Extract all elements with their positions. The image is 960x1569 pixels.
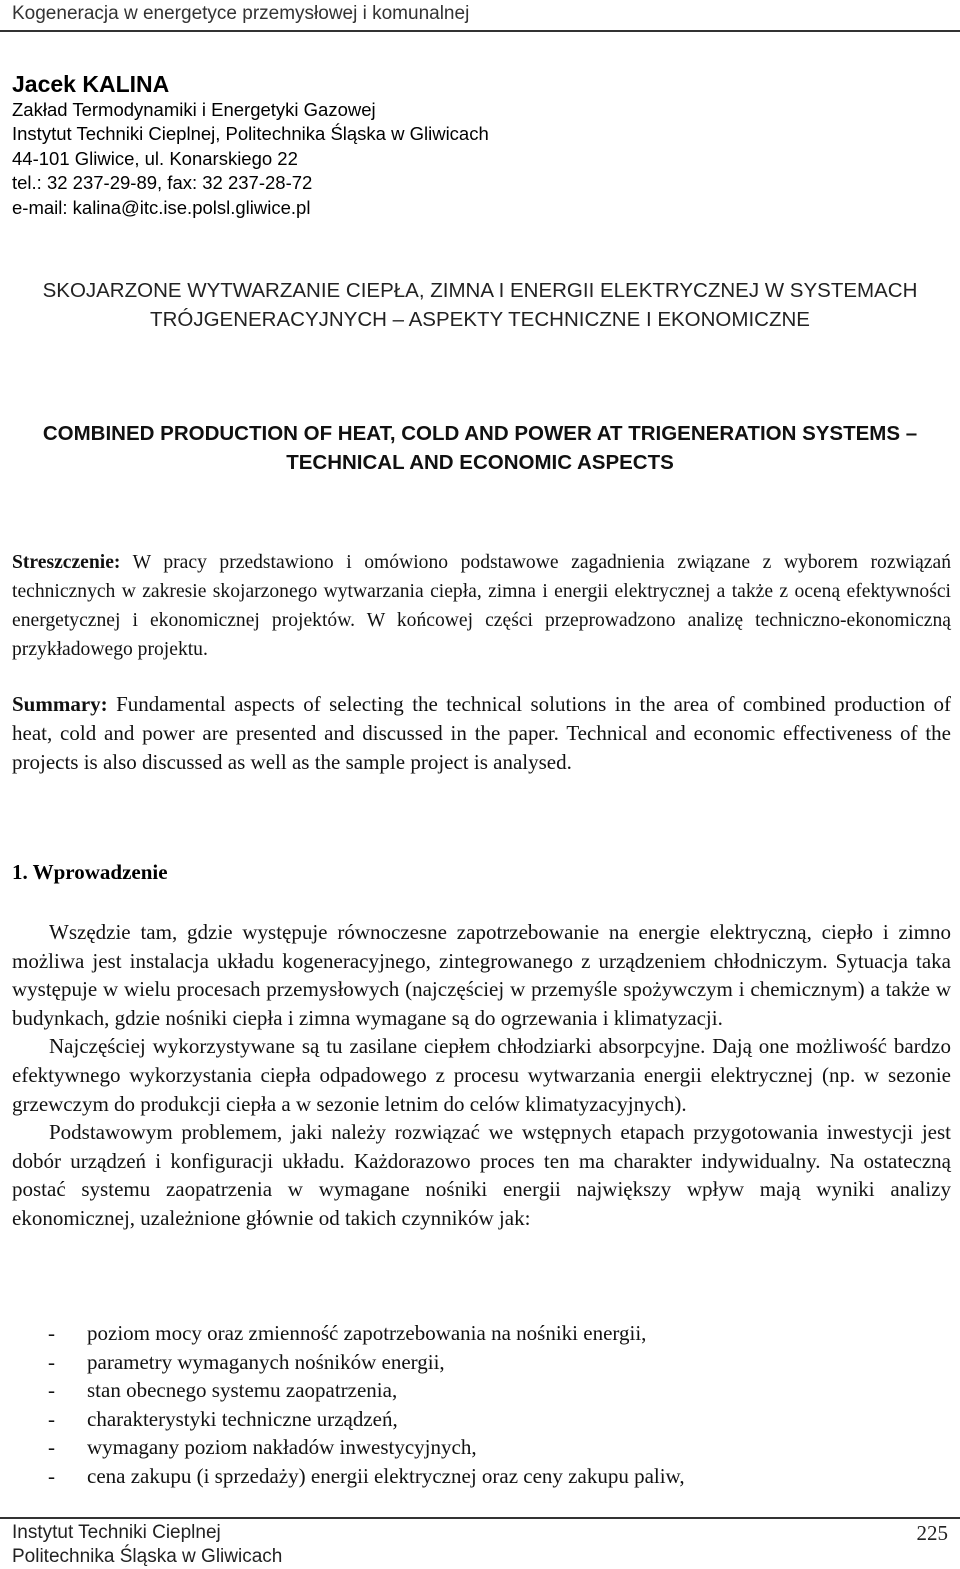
list-item [12,1348,951,1377]
abstract-english [12,690,951,777]
running-header [0,0,960,30]
footer-institute: Instytut Techniki Cieplnej [12,1522,221,1543]
author-block [12,71,489,220]
list-item [12,1376,951,1405]
author-phone: tel.: 32 237-29-89, fax: 32 237-28-72 [12,172,313,194]
footer-divider [0,1517,960,1519]
list-item-text: charakterystyki techniczne urządzeń, [87,1406,398,1431]
abstract-polish [12,548,951,664]
author-email: e-mail: kalina@itc.ise.polsl.gliwice.pl [12,196,311,218]
list-item-text: wymagany poziom nakładów inwestycyjnych, [87,1435,477,1460]
paragraph: Podstawowym problemem, jaki należy rozwiązać we wstępnych etapach przygotowania inwestycji jest dobór urządzeń i konfiguracji układu. Każdorazowo proces ten ma charakter indywidualny. Na ostateczną postać systemu zaopatrzenia w wymagane nośniki energii największy wpływ mają wyniki analizy ekonomicznej, uzależnione głównie od takich czynników jak: [12,1120,951,1230]
section-heading: 1. Wprowadzenie [12,860,168,884]
abstract-polish-label: Streszczenie: [12,552,121,573]
paper-title-polish: SKOJARZONE WYTWARZANIE CIEPŁA, ZIMNA I ENERGII ELEKTRYCZNEJ W SYSTEMACH TRÓJGENERACYJNYCH – ASPEKTY TECHNICZNE I EKONOMICZNE [42,279,918,331]
paragraph: Najczęściej wykorzystywane są tu zasilane ciepłem chłodziarki absorpcyjne. Dają one możliwość bardzo efektywnego wykorzystania ciepła odpadowego z procesu wytwarzania energii elektrycznej (np. w sezonie grzewczym do produkcji ciepła a w sezonie letnim do celów klimatyzacyjnych). [12,1034,951,1116]
factor-list [12,1319,951,1491]
list-item [12,1405,951,1434]
bullet-dash: - [48,1378,55,1403]
bullet-dash: - [48,1406,55,1431]
bullet-dash: - [48,1435,55,1460]
author-institute: Instytut Techniki Cieplnej, Politechnika Śląska w Gliwicach [12,123,489,145]
list-item [12,1319,951,1348]
paper-title-english: COMBINED PRODUCTION OF HEAT, COLD AND POWER AT TRIGENERATION SYSTEMS – TECHNICAL AND ECONOMIC ASPECTS [42,422,918,474]
author-department: Zakład Termodynamiki i Energetyki Gazowej [12,99,376,120]
abstract-english-text: Fundamental aspects of selecting the technical solutions in the area of combined production of heat, cold and power are presented and discussed in the paper. Technical and economic effectiveness of the projects is also discussed as well as the sample project is analysed. [12,692,951,774]
header-divider [0,30,960,32]
author-name: Jacek KALINA [12,71,170,97]
list-item-text: poziom mocy oraz zmienność zapotrzebowania na nośniki energii, [87,1321,647,1345]
list-item [12,1462,951,1491]
footer-university: Politechnika Śląska w Gliwicach [12,1546,283,1567]
list-item-text: parametry wymaganych nośników energii, [87,1349,445,1374]
section-body [12,918,951,1233]
running-header-title: Kogeneracja w energetyce przemysłowej i komunalnej [12,3,470,24]
author-address: 44-101 Gliwice, ul. Konarskiego 22 [12,147,298,169]
list-item [12,1433,951,1462]
page-number: 225 [916,1521,948,1545]
bullet-dash: - [48,1321,55,1345]
paragraph: Wszędzie tam, gdzie występuje równoczesne zapotrzebowanie na energie elektryczną, ciepło i zimno możliwa jest instalacja układu kogeneracyjnego, zintegrowanego z urządzeniem chłodniczym. Sytuacja taka występuje w wielu procesach przemysłowych (najczęściej w przemyśle spożywczym i chemicznym) a także w budynkach, gdzie nośniki ciepła i zimna wymagane są do ogrzewania i klimatyzacji. [12,920,951,1030]
bullet-dash: - [48,1349,55,1374]
list-item-text: stan obecnego systemu zaopatrzenia, [87,1378,398,1403]
list-item-text: cena zakupu (i sprzedaży) energii elektrycznej oraz ceny zakupu paliw, [87,1463,685,1488]
abstract-polish-text: W pracy przedstawiono i omówiono podstawowe zagadnienia związane z wyborem rozwiązań technicznych w zakresie skojarzonego wytwarzania ciepła, zimna i energii elektrycznej a także z oceną efektywności energetycznej i ekonomicznej projektów. W końcowej części przeprowadzono analizę techniczno-ekonomiczną przykładowego projektu. [12,552,952,660]
abstract-english-label: Summary: [12,692,108,716]
bullet-dash: - [48,1463,55,1488]
footer-affiliation [12,1521,282,1569]
